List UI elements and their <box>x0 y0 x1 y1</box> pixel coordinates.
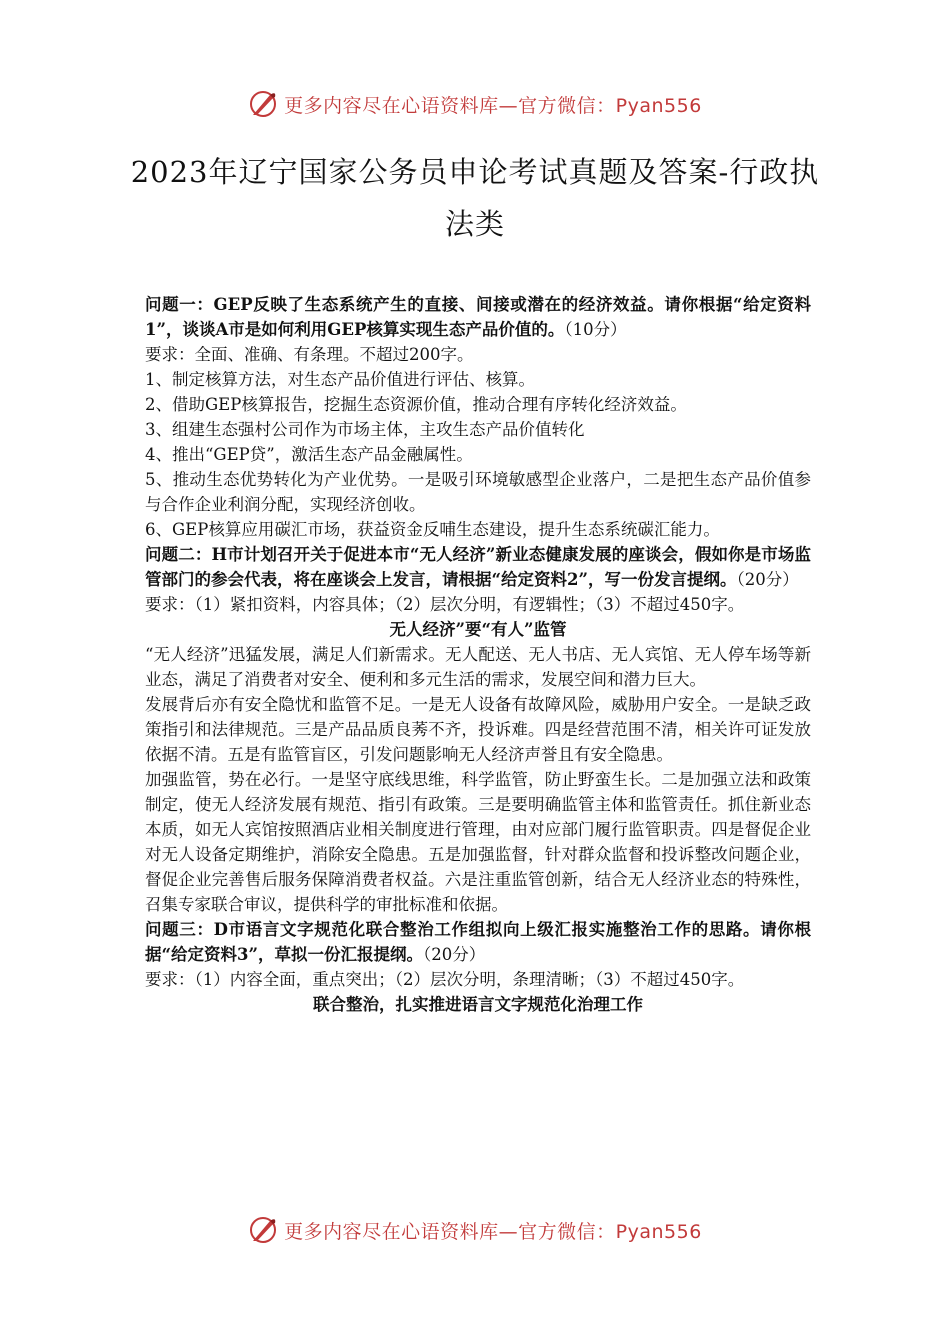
quill-logo-icon <box>248 1215 278 1245</box>
requirement-3: 要求：（1）内容全面，重点突出；（2）层次分明，条理清晰；（3）不超过450字。 <box>145 970 745 989</box>
answer-paragraph: 加强监管，势在必行。一是坚守底线思维，科学监管，防止野蛮生长。二是加强立法和政策制定，使无人经济发展有规范、指引有政策。三是要明确监管主体和监管责任。抓住新业态本质，如无人宾馆按照酒店业相关制度进行管理，由对应部门履行监管职责。四是督促企业对无人设备定期维护，消除安全隐患。五是加强监督，针对群众监督和投诉整改问题企业，督促企业完善售后服务保障消费者权益。六是注重监管创新，结合无人经济业态的特殊性，召集专家联合审议，提供科学的审批标准和依据。 <box>145 770 811 914</box>
answer-item: 4、推出“GEP贷”，激活生态产品金融属性。 <box>145 445 473 464</box>
question-3 <box>145 917 811 967</box>
quill-logo-icon <box>248 89 278 119</box>
answer-item: 1、制定核算方法，对生态产品价值进行评估、核算。 <box>145 370 535 389</box>
requirement-2: 要求：（1）紧扣资料，内容具体；（2）层次分明，有逻辑性；（3）不超过450字。 <box>145 595 745 614</box>
answer-item: 3、组建生态强村公司作为市场主体，主攻生态产品价值转化 <box>145 420 585 439</box>
question-1 <box>145 292 811 342</box>
question-1-points: （10分） <box>564 320 627 339</box>
question-1-text: 问题一：GEP反映了生态系统产生的直接、间接或潜在的经济效益。请你根据“给定资料1”，谈谈A市是如何利用GEP核算实现生态产品价值的。 <box>145 295 811 339</box>
answer-3-title: 联合整治，扎实推进语言文字规范化治理工作 <box>313 995 643 1014</box>
footer-banner <box>0 1210 950 1250</box>
footer-banner-text: 更多内容尽在心语资料库—官方微信：Pyan556 <box>284 1220 702 1243</box>
document-body <box>145 292 811 1017</box>
answer-item: 5、推动生态优势转化为产业优势。一是吸引环境敏感型企业落户，二是把生态产品价值参与合作企业利润分配，实现经济创收。 <box>145 470 811 514</box>
answer-item: 2、借助GEP核算报告，挖掘生态资源价值，推动合理有序转化经济效益。 <box>145 395 687 414</box>
question-2 <box>145 542 811 592</box>
header-banner-text: 更多内容尽在心语资料库—官方微信：Pyan556 <box>284 94 702 117</box>
requirement-1: 要求：全面、准确、有条理。不超过200字。 <box>145 345 474 364</box>
answer-paragraph: “无人经济”迅猛发展，满足人们新需求。无人配送、无人书店、无人宾馆、无人停车场等新业态，满足了消费者对安全、便利和多元生活的需求，发展空间和潜力巨大。 <box>145 645 811 689</box>
question-2-points: （20分） <box>736 570 799 589</box>
question-3-points: （20分） <box>422 945 486 964</box>
answer-2-title: 无人经济”要“有人”监管 <box>389 620 567 639</box>
answer-paragraph: 发展背后亦有安全隐忧和监管不足。一是无人设备有故障风险，威胁用户安全。一是缺乏政策指引和法律规范。三是产品品质良莠不齐，投诉难。四是经营范围不清，相关许可证发放依据不清。五是有监管盲区，引发问题影响无人经济声誉且有安全隐患。 <box>145 695 811 764</box>
header-banner <box>0 84 950 124</box>
answer-item: 6、GEP核算应用碳汇市场，获益资金反哺生态建设，提升生态系统碳汇能力。 <box>145 520 720 539</box>
question-3-text: 问题三：D市语言文字规范化联合整治工作组拟向上级汇报实施整治工作的思路。请你根据“给定资料3”，草拟一份汇报提纲。 <box>145 920 811 964</box>
page-title: 2023年辽宁国家公务员申论考试真题及答案-行政执法类 <box>130 155 820 241</box>
question-2-text: 问题二：H市计划召开关于促进本市“无人经济”新业态健康发展的座谈会，假如你是市场监管部门的参会代表，将在座谈会上发言，请根据“给定资料2”，写一份发言提纲。 <box>145 545 811 589</box>
